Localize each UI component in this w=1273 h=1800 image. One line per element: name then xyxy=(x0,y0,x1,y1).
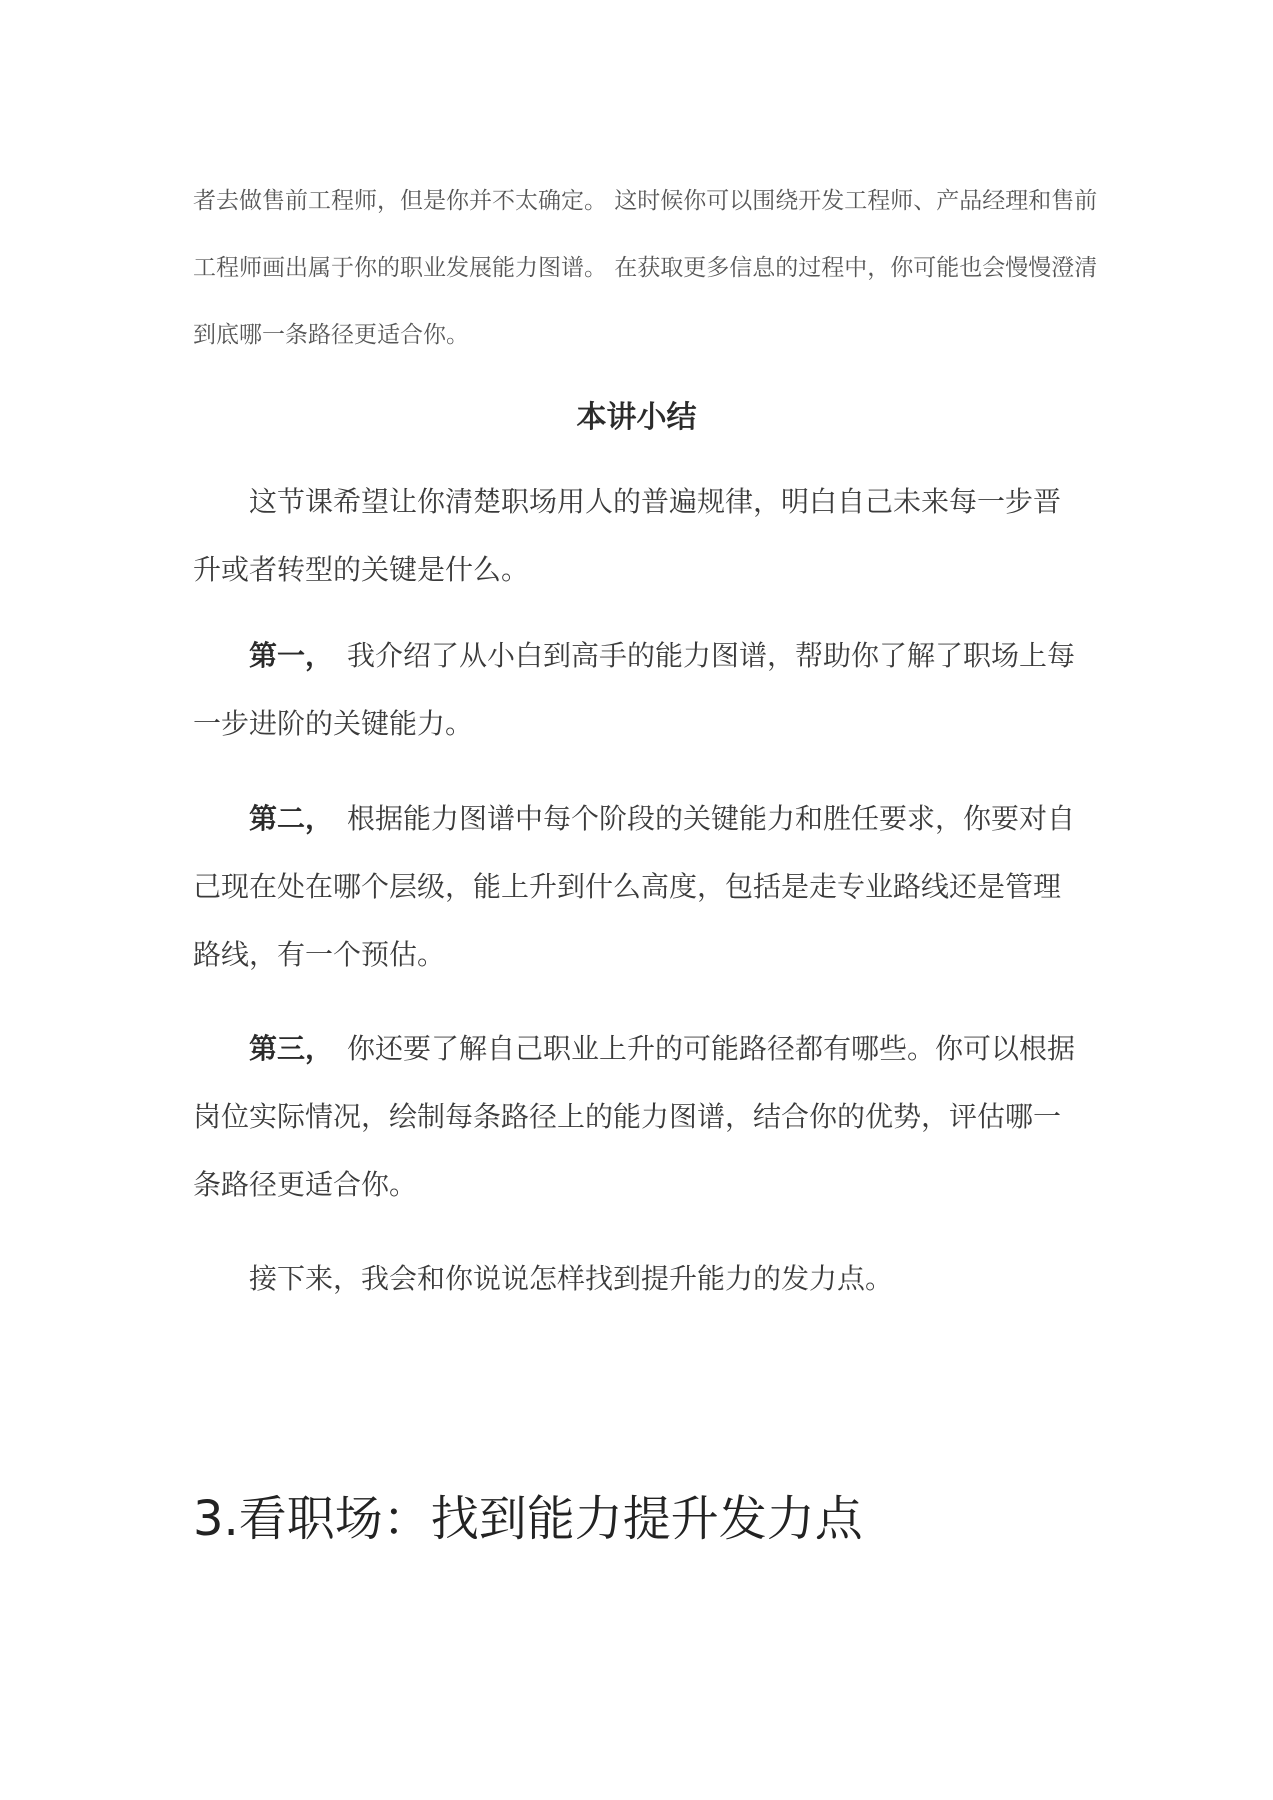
text-segment: 根据能力图谱中每个阶段的关键能力和胜任要求，你要对自 xyxy=(347,802,1076,835)
text-segment: 我介绍了从小白到高手的能力图谱，帮助你了解了职场上每 xyxy=(347,639,1076,672)
text-line: 升或者转型的关键是什么。 xyxy=(193,553,530,586)
text-line: 路线，有一个预估。 xyxy=(193,938,446,971)
text-line: 者去做售前工程师，但是你并不太确定。 这时候你可以围绕开发工程师、产品经理和售前 xyxy=(193,188,1098,214)
intro-paragraph xyxy=(193,168,1098,369)
text-line: 己现在处在哪个层级，能上升到什么高度，包括是走专业路线还是管理 xyxy=(193,870,1062,903)
text-line: 接下来，我会和你说说怎样找到提升能力的发力点。 xyxy=(249,1262,894,1295)
point-one-paragraph xyxy=(193,622,1093,758)
text-line: 到底哪一条路径更适合你。 xyxy=(193,322,469,348)
text-line: 条路径更适合你。 xyxy=(193,1168,418,1201)
next-lesson-paragraph xyxy=(193,1245,1093,1313)
text-line: 岗位实际情况，绘制每条路径上的能力图谱，结合你的优势，评估哪一 xyxy=(193,1100,1062,1133)
text-line: 一步进阶的关键能力。 xyxy=(193,707,474,740)
text-line xyxy=(193,622,1093,690)
text-line: 这节课希望让你清楚职场用人的普遍规律，明白自己未来每一步晋 xyxy=(249,485,1062,518)
text-line xyxy=(193,1015,1093,1083)
summary-paragraph xyxy=(193,468,1093,604)
point-three-paragraph xyxy=(193,1015,1093,1219)
chapter-title: 3.看职场：找到能力提升发力点 xyxy=(193,1491,863,1547)
text-line: 工程师画出属于你的职业发展能力图谱。 在获取更多信息的过程中，你可能也会慢慢澄清 xyxy=(193,255,1098,281)
text-line xyxy=(193,785,1093,853)
point-lead: 第三， xyxy=(249,1032,334,1065)
point-lead: 第一， xyxy=(249,639,334,672)
point-lead: 第二， xyxy=(249,802,334,835)
section-heading: 本讲小结 xyxy=(576,400,697,435)
text-segment: 你还要了解自己职业上升的可能路径都有哪些。你可以根据 xyxy=(347,1032,1076,1065)
point-two-paragraph xyxy=(193,785,1093,989)
